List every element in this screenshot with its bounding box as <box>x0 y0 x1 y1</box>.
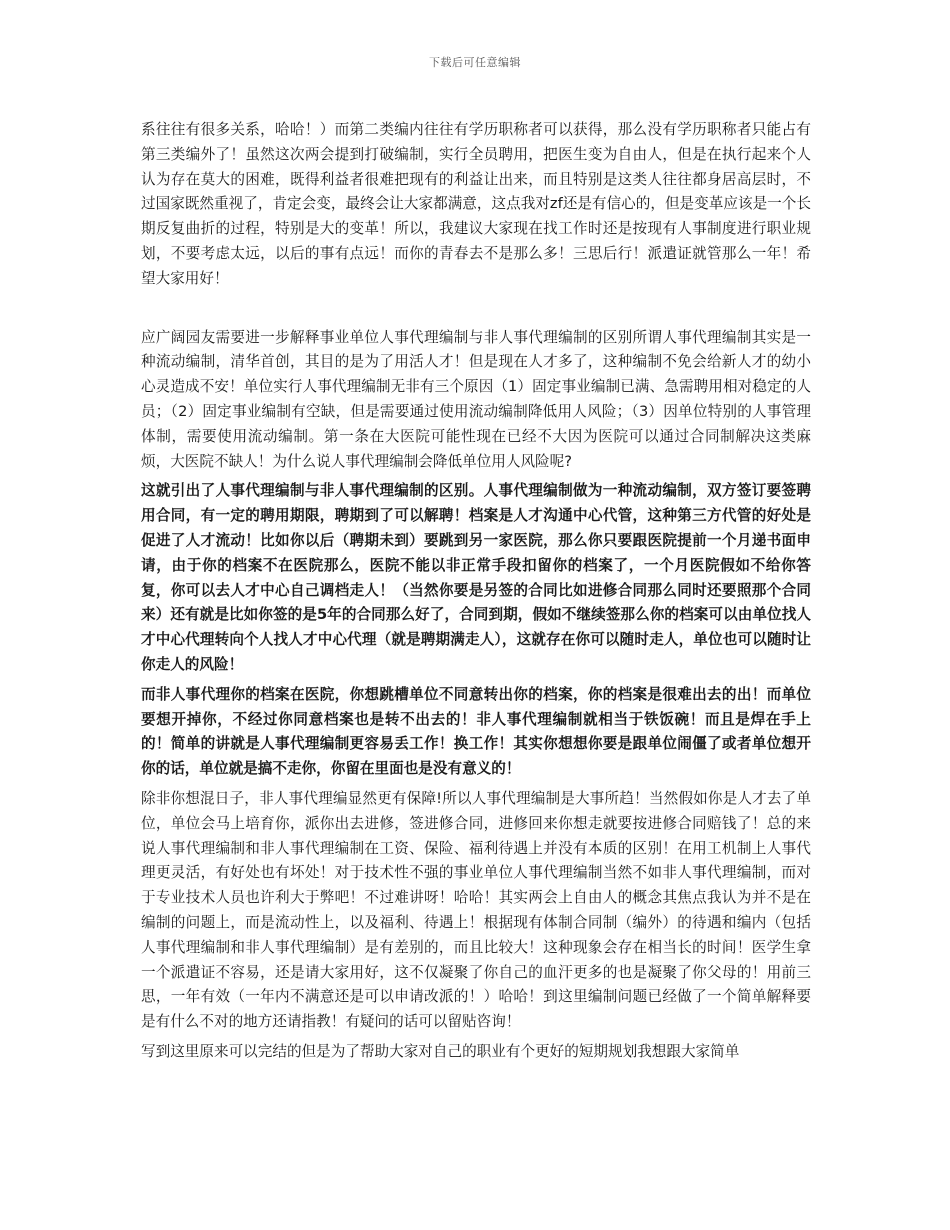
paragraph-6: 写到这里原来可以完结的但是为了帮助大家对自己的职业有个更好的短期规划我想跟大家简单 <box>141 1042 740 1060</box>
paragraph-2: 应广阔园友需要进一步解释事业单位人事代理编制与非人事代理编制的区别所谓人事代理编制其实是一种流动编制，清华首创，其目的是为了用活人才！但是现在人才多了，这种编制不免会给新人才的幼小心灵造成不安！单位实行人事代理编制无非有三个原因（1）固定事业编制已满、急需聘用相对稳定的人员；（2）固定事业编制有空缺，但是需要通过使用流动编制降低用人风险；（3）因单位特别的人事管理体制，需要使用流动编制。第一条在大医院可能性现在已经不大因为医院可以通过合同制解决这类麻烦，大医院不缺人！为什么说人事代理编制会降低单位用人风险呢? <box>141 328 811 470</box>
page-header: 下载后可任意编辑 <box>429 56 521 69</box>
paragraph-4-bold: 而非人事代理你的档案在医院，你想跳槽单位不同意转出你的档案，你的档案是很难出去的出！而单位要想开掉你，不经过你同意档案也是转不出去的！非人事代理编制就相当于铁饭碗！而且是焊在手上的！简单的讲就是人事代理编制更容易丢工作！换工作！其实你想想你要是跟单位闹僵了或者单位想开你的话，单位就是搞不走你，你留在里面也是没有意义的！ <box>141 685 811 778</box>
paragraph-3-bold: 这就引出了人事代理编制与非人事代理编制的区别。人事代理编制做为一种流动编制，双方签订要签聘用合同，有一定的聘用期限，聘期到了可以解聘！档案是人才沟通中心代管，这种第三方代管的好处是促进了人才流动！比如你以后（聘期未到）要跳到另一家医院，那么你只要跟医院提前一个月递书面申请，由于你的档案不在医院那么，医院不能以非正常手段扣留你的档案了，一个月医院假如不给你答复，你可以去人才中心自己调档走人！（当然你要是另签的合同比如进修合同那么同时还要照那个合同来）还有就是比如你签的是5年的合同那么好了，合同到期，假如不继续签那么你的档案可以由单位找人才中心代理转向个人找人才中心代理（就是聘期满走人），这就存在你可以随时走人，单位也可以随时让你走人的风险！ <box>141 482 811 673</box>
paragraph-5: 除非你想混日子，非人事代理编显然更有保障!所以人事代理编制是大事所趋！当然假如你是人才去了单位，单位会马上培育你，派你出去进修，签进修合同，进修回来你想走就要按进修合同赔钱了！总的来说人事代理编制和非人事代理编制在工资、保险、福利待遇上并没有本质的区别！在用工机制上人事代理更灵活，有好处也有坏处！对于技术性不强的事业单位人事代理编制当然不如非人事代理编制，而对于专业技术人员也许利大于弊吧！不过难讲呀！哈哈！其实两会上自由人的概念其焦点我认为并不是在编制的问题上，而是流动性上，以及福利、待遇上！根据现有体制合同制（编外）的待遇和编内（包括人事代理编制和非人事代理编制）是有差别的，而且比较大！这种现象会存在相当长的时间！医学生拿一个派遣证不容易，还是请大家用好，这不仅凝聚了你自己的血汗更多的也是凝聚了你父母的！用前三思，一年有效（一年内不满意还是可以申请改派的！）哈哈！到这里编制问题已经做了一个简单解释要是有什么不对的地方还请指教！有疑问的话可以留贴咨询！ <box>141 789 811 1031</box>
document-body <box>141 118 811 1065</box>
paragraph-1: 系往往有很多关系，哈哈！）而第二类编内往往有学历职称者可以获得，那么没有学历职称者只能占有第三类编外了！虽然这次两会提到打破编制，实行全员聘用，把医生变为自由人，但是在执行起来个人认为存在莫大的困难，既得利益者很难把现有的利益让出来，而且特别是这类人往往都身居高层时，不过国家既然重视了，肯定会变，最终会让大家都满意，这点我对zf还是有信心的，但是变革应该是一个长期反复曲折的过程，特别是大的变革！所以，我建议大家现在找工作时还是按现有人事制度进行职业规划，不要考虑太远，以后的事有点远！而你的青春去不是那么多！三思后行！派遣证就管那么一年！希望大家用好！ <box>141 121 811 287</box>
